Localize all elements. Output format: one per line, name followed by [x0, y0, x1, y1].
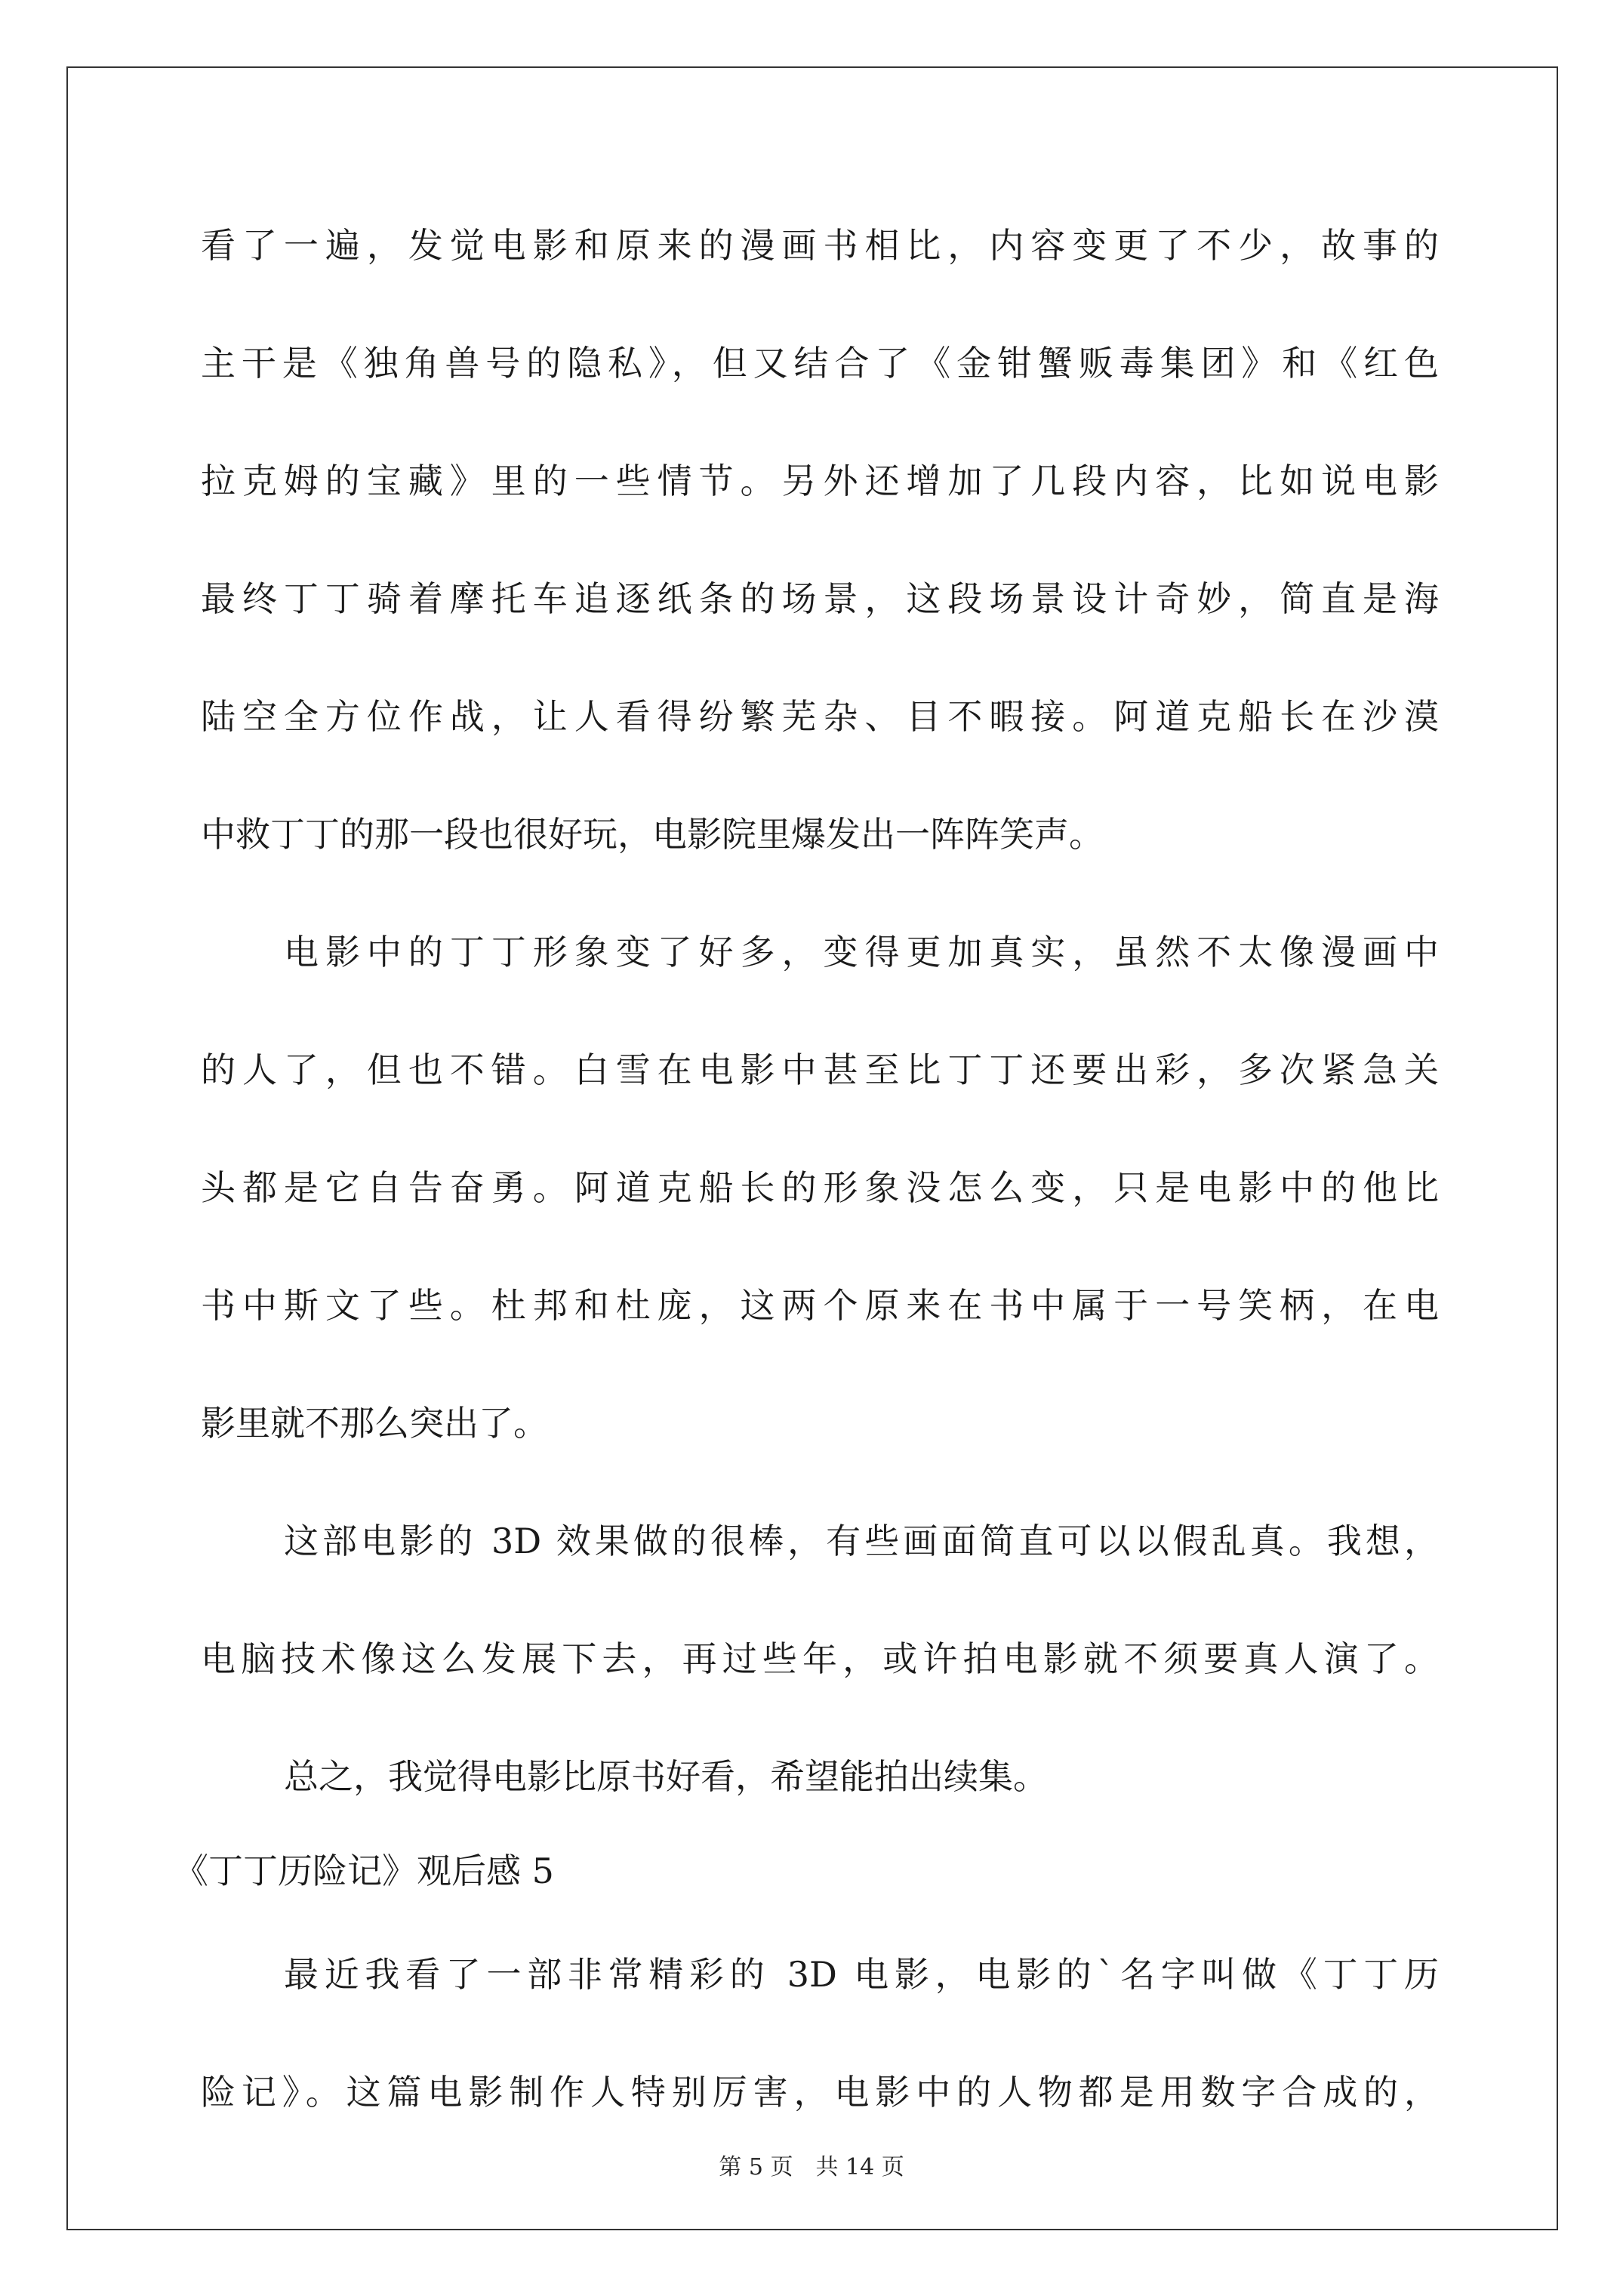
- paragraph-line: 影里就不那么突出了。: [201, 1403, 548, 1444]
- paragraph-line: 电脑技术像这么发展下去，再过些年，或许拍电影就不须要真人演了。: [201, 1638, 1439, 1679]
- paragraph-line: 主干是《独角兽号的隐私》，但又结合了《金钳蟹贩毒集团》和《红色: [201, 343, 1439, 384]
- paragraph-line: 的人了，但也不错。白雪在电影中甚至比丁丁还要出彩，多次紧急关: [201, 1049, 1439, 1090]
- paragraph-line: 头都是它自告奋勇。阿道克船长的形象没怎么变，只是电影中的他比: [201, 1167, 1439, 1208]
- paragraph-line: 最终丁丁骑着摩托车追逐纸条的场景，这段场景设计奇妙，简直是海: [201, 578, 1439, 619]
- page-number: 第 5 页 共 14 页: [719, 2154, 904, 2180]
- paragraph-line: 电影中的丁丁形象变了好多，变得更加真实，虽然不太像漫画中: [284, 932, 1439, 972]
- paragraph-line: 书中斯文了些。杜邦和杜庞，这两个原来在书中属于一号笑柄，在电: [201, 1285, 1439, 1326]
- paragraph-line: 陆空全方位作战，让人看得纷繁芜杂、目不暇接。阿道克船长在沙漠: [201, 696, 1439, 737]
- section-heading: 《丁丁历险记》观后感 5: [174, 1851, 554, 1891]
- paragraph-line: 总之，我觉得电影比原书好看，希望能拍出续集。: [284, 1756, 1048, 1797]
- paragraph-line: 险记》。这篇电影制作人特别厉害，电影中的人物都是用数字合成的，: [201, 2072, 1439, 2113]
- paragraph-line: 最近我看了一部非常精彩的 3D 电影，电影的`名字叫做《丁丁历: [284, 1954, 1439, 1995]
- paragraph-line: 这部电影的 3D 效果做的很棒，有些画面简直可以以假乱真。我想，: [284, 1521, 1439, 1561]
- paragraph-line: 看了一遍，发觉电影和原来的漫画书相比，内容变更了不少，故事的: [201, 225, 1439, 266]
- paragraph-line: 拉克姆的宝藏》里的一些情节。另外还增加了几段内容，比如说电影: [201, 461, 1439, 501]
- paragraph-line: 中救丁丁的那一段也很好玩，电影院里爆发出一阵阵笑声。: [201, 814, 1104, 855]
